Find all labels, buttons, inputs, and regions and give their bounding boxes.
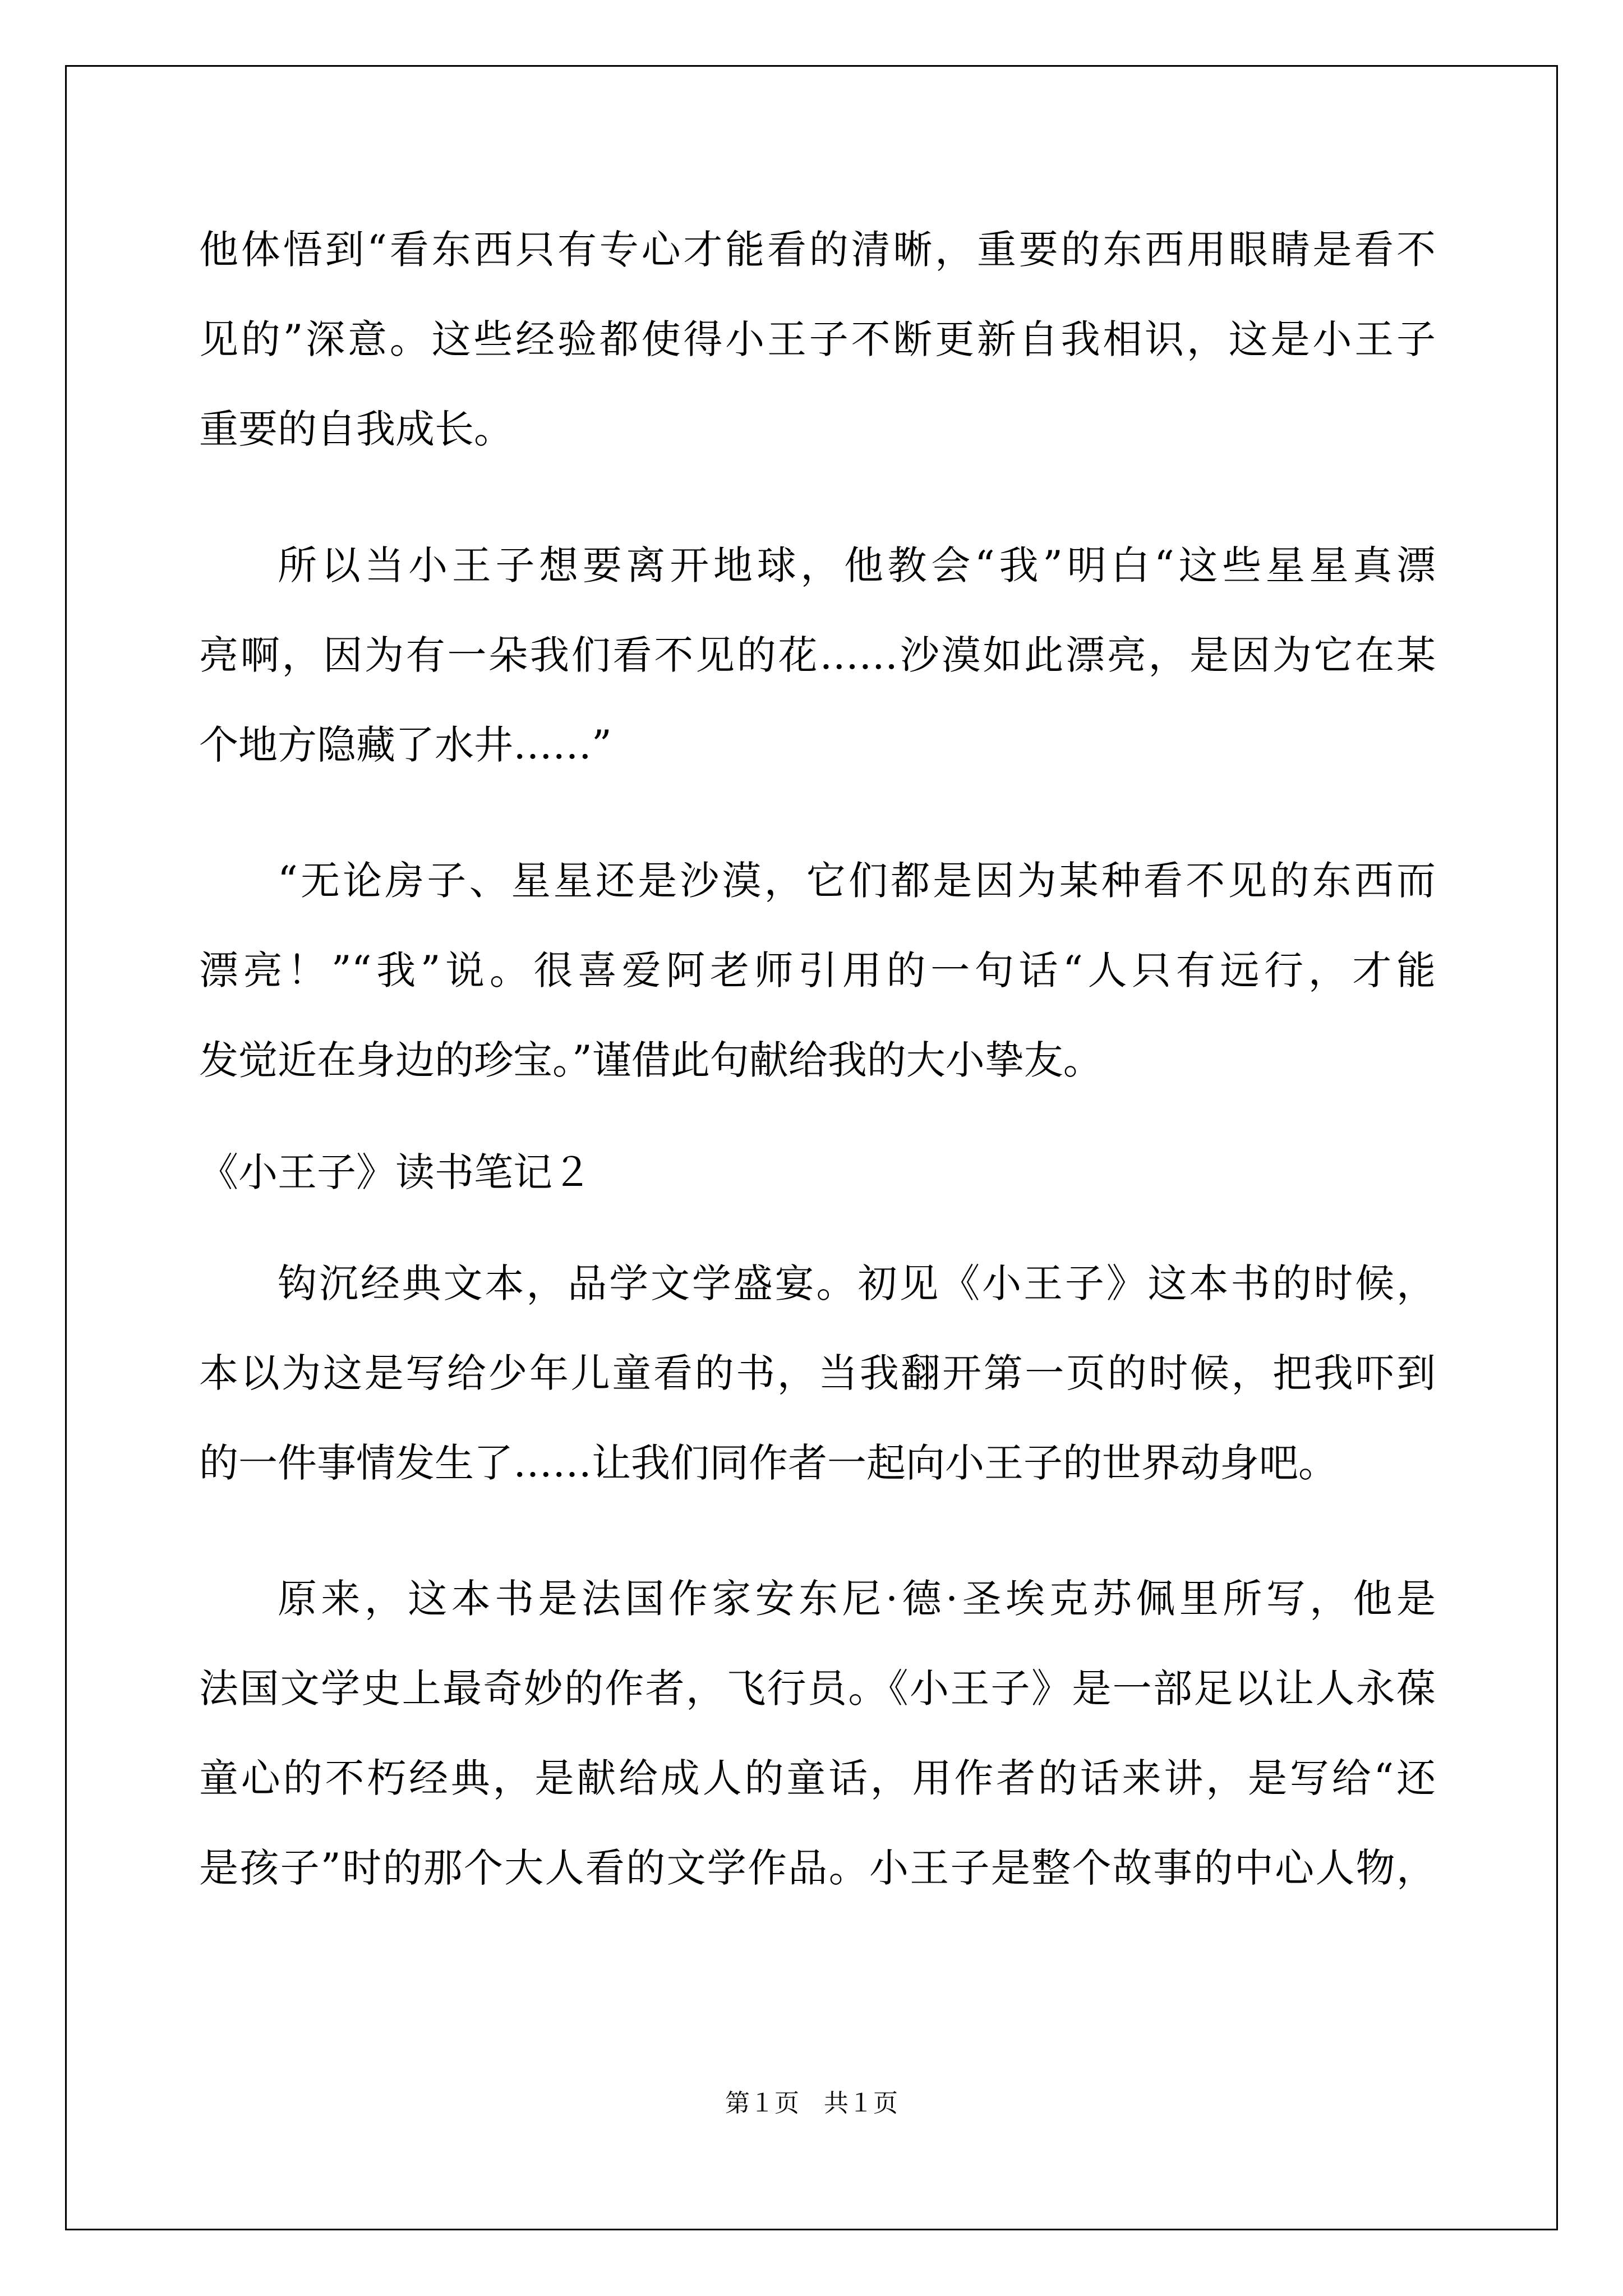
paragraph-line: 亮啊，因为有一朵我们看不见的花……沙漠如此漂亮，是因为它在某 <box>199 632 1436 678</box>
paragraph-line: 原来，这本书是法国作家安东尼·德·圣埃克苏佩里所写，他是 <box>278 1576 1436 1622</box>
paragraph-line: 钩沉经典文本，品学文学盛宴。初见《小王子》这本书的时候， <box>278 1260 1436 1306</box>
paragraph-line: 童心的不朽经典，是献给成人的童话，用作者的话来讲，是写给“还 <box>199 1755 1436 1801</box>
paragraph-line: 是孩子”时的那个大人看的文学作品。小王子是整个故事的中心人物， <box>199 1845 1436 1891</box>
paragraph-line: 个地方隐藏了水井……” <box>199 722 612 768</box>
paragraph-line: 的一件事情发生了……让我们同作者一起向小王子的世界动身吧。 <box>199 1440 1338 1486</box>
paragraph-line: 漂亮！”“我”说。很喜爱阿老师引用的一句话“人只有远行，才能 <box>199 947 1436 993</box>
paragraph-line: 重要的自我成长。 <box>199 406 513 452</box>
paragraph-line: 见的”深意。这些经验都使得小王子不断更新自我相识，这是小王子 <box>199 316 1436 362</box>
paragraph-line: 所以当小王子想要离开地球，他教会“我”明白“这些星星真漂 <box>278 542 1436 588</box>
paragraph-line: 发觉近在身边的珍宝。”谨借此句献给我的大小挚友。 <box>199 1037 1103 1083</box>
paragraph-line: 法国文学史上最奇妙的作者，飞行员。《小王子》是一部足以让人永葆 <box>199 1665 1436 1711</box>
paragraph-line: 本以为这是写给少年儿童看的书，当我翻开第一页的时候，把我吓到 <box>199 1350 1436 1396</box>
section-heading: 《小王子》读书笔记２ <box>199 1149 592 1195</box>
paragraph-line: 他体悟到“看东西只有专心才能看的清晰，重要的东西用眼睛是看不 <box>199 227 1436 273</box>
page-number-footer: 第１页 共１页 <box>725 2089 898 2118</box>
paragraph-line: “无论房子、星星还是沙漠，它们都是因为某种看不见的东西而 <box>278 858 1436 904</box>
